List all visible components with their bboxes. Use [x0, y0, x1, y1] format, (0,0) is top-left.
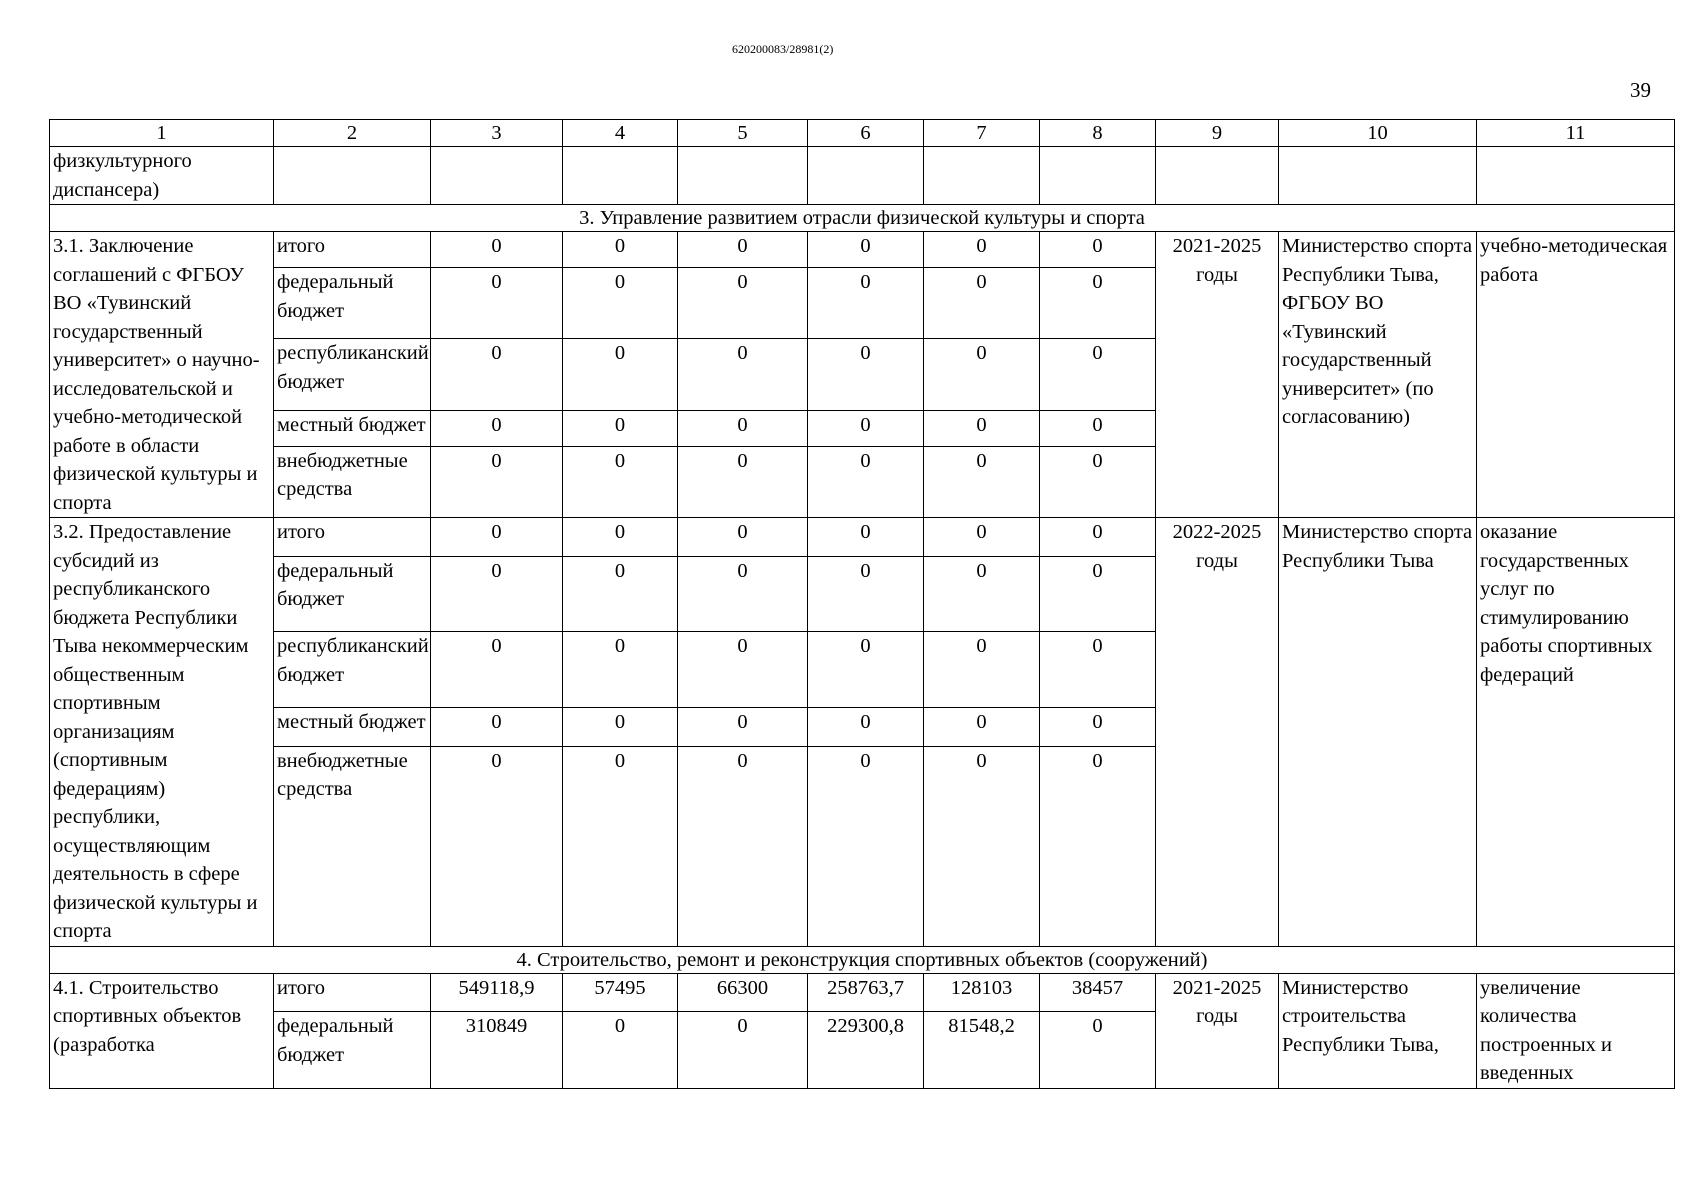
value-cell: 0	[678, 556, 808, 632]
value-cell: 0	[563, 232, 678, 268]
table-row	[50, 232, 1675, 268]
funding-source: внебюджетные средства	[274, 746, 431, 946]
table-cell	[274, 147, 431, 205]
table-cell	[563, 147, 678, 205]
value-cell: 0	[563, 410, 678, 446]
value-cell: 0	[431, 410, 563, 446]
value-cell: 0	[924, 410, 1040, 446]
value-cell: 0	[1040, 339, 1156, 410]
value-cell: 0	[678, 746, 808, 946]
item-3-2-executor: Министерство спорта Республики Тыва	[1279, 518, 1477, 947]
column-number: 3	[431, 120, 563, 147]
value-cell: 0	[1040, 707, 1156, 746]
value-cell: 0	[678, 1012, 808, 1088]
value-cell: 0	[808, 339, 924, 410]
value-cell: 229300,8	[808, 1012, 924, 1088]
column-number: 5	[678, 120, 808, 147]
value-cell: 0	[431, 232, 563, 268]
column-number: 8	[1040, 120, 1156, 147]
funding-source: федеральный бюджет	[274, 1012, 431, 1088]
value-cell: 0	[1040, 518, 1156, 557]
item-3-1-result: учебно-методическая работа	[1477, 232, 1675, 518]
value-cell: 0	[431, 518, 563, 557]
value-cell: 0	[1040, 1012, 1156, 1088]
item-3-2-result: оказание государственных услуг по стимулированию работы спортивных федераций	[1477, 518, 1675, 947]
table-row	[50, 518, 1675, 557]
value-cell: 0	[808, 632, 924, 708]
section-header-row	[50, 946, 1675, 973]
funding-source: федеральный бюджет	[274, 268, 431, 339]
value-cell: 0	[924, 746, 1040, 946]
column-number: 4	[563, 120, 678, 147]
value-cell: 0	[563, 556, 678, 632]
value-cell: 128103	[924, 973, 1040, 1012]
value-cell: 38457	[1040, 973, 1156, 1012]
value-cell: 0	[808, 707, 924, 746]
value-cell: 0	[563, 707, 678, 746]
funding-source: итого	[274, 973, 431, 1012]
item-4-1-executor: Министерство строительства Республики Тыва,	[1279, 973, 1477, 1088]
value-cell: 0	[1040, 556, 1156, 632]
value-cell: 0	[563, 746, 678, 946]
value-cell: 0	[924, 707, 1040, 746]
column-number: 6	[808, 120, 924, 147]
section-header-row	[50, 205, 1675, 232]
value-cell: 0	[431, 339, 563, 410]
value-cell: 0	[808, 746, 924, 946]
column-number-row	[50, 120, 1675, 147]
value-cell: 81548,2	[924, 1012, 1040, 1088]
value-cell: 0	[563, 632, 678, 708]
column-number: 1	[50, 120, 274, 147]
item-3-1-executor: Министерство спорта Республики Тыва, ФГБОУ ВО «Тувинский государственный университет» (по согласованию)	[1279, 232, 1477, 518]
section-4-title: 4. Строительство, ремонт и реконструкция спортивных объектов (сооружений)	[50, 946, 1675, 973]
value-cell: 0	[808, 232, 924, 268]
table-cell	[678, 147, 808, 205]
table-cell	[808, 147, 924, 205]
value-cell: 310849	[431, 1012, 563, 1088]
value-cell: 0	[678, 232, 808, 268]
item-3-1-period: 2021-2025 годы	[1156, 232, 1279, 518]
funding-source: местный бюджет	[274, 410, 431, 446]
funding-source: итого	[274, 232, 431, 268]
funding-source: внебюджетные средства	[274, 446, 431, 517]
item-3-2-name: 3.2. Предоставление субсидий из республиканского бюджета Республики Тыва некоммерческим общественным спортивным организациям (спортивным федерациям) республики, осуществляющим деятельность в сфере физической культуры и спорта	[50, 518, 274, 947]
value-cell: 0	[924, 339, 1040, 410]
value-cell: 258763,7	[808, 973, 924, 1012]
item-4-1-period: 2021-2025 годы	[1156, 973, 1279, 1088]
value-cell: 57495	[563, 973, 678, 1012]
value-cell: 0	[1040, 446, 1156, 517]
column-number: 2	[274, 120, 431, 147]
table-row	[50, 973, 1675, 1012]
value-cell: 0	[1040, 232, 1156, 268]
section-3-title: 3. Управление развитием отрасли физической культуры и спорта	[50, 205, 1675, 232]
value-cell: 0	[431, 268, 563, 339]
continuation-row	[50, 147, 1675, 205]
value-cell: 0	[678, 632, 808, 708]
table-cell	[1040, 147, 1156, 205]
value-cell: 0	[924, 518, 1040, 557]
value-cell: 0	[563, 268, 678, 339]
column-number: 7	[924, 120, 1040, 147]
funding-source: местный бюджет	[274, 707, 431, 746]
value-cell: 0	[1040, 268, 1156, 339]
column-number: 10	[1279, 120, 1477, 147]
value-cell: 0	[431, 632, 563, 708]
value-cell: 0	[808, 518, 924, 557]
value-cell: 0	[1040, 410, 1156, 446]
table-cell	[1477, 147, 1675, 205]
value-cell: 0	[431, 707, 563, 746]
funding-source: республиканский бюджет	[274, 339, 431, 410]
value-cell: 66300	[678, 973, 808, 1012]
value-cell: 0	[678, 339, 808, 410]
value-cell: 0	[563, 1012, 678, 1088]
funding-source: федеральный бюджет	[274, 556, 431, 632]
value-cell: 0	[678, 268, 808, 339]
item-3-1-name: 3.1. Заключение соглашений с ФГБОУ ВО «Тувинский государственный университет» о научно-исследовательской и учебно-методической работе в области физической культуры и спорта	[50, 232, 274, 518]
value-cell: 0	[924, 556, 1040, 632]
value-cell: 0	[924, 268, 1040, 339]
value-cell: 0	[808, 410, 924, 446]
value-cell: 0	[808, 446, 924, 517]
document-code: 620200083/28981(2)	[732, 42, 834, 56]
column-number: 9	[1156, 120, 1279, 147]
value-cell: 0	[924, 446, 1040, 517]
value-cell: 0	[678, 410, 808, 446]
value-cell: 0	[431, 746, 563, 946]
value-cell: 0	[1040, 632, 1156, 708]
table-cell	[1156, 147, 1279, 205]
value-cell: 0	[808, 556, 924, 632]
table-cell	[431, 147, 563, 205]
value-cell: 0	[678, 446, 808, 517]
value-cell: 0	[924, 632, 1040, 708]
column-number: 11	[1477, 120, 1675, 147]
table-cell	[1279, 147, 1477, 205]
funding-source: итого	[274, 518, 431, 557]
program-table	[49, 119, 1675, 1089]
item-3-2-period: 2022-2025 годы	[1156, 518, 1279, 947]
value-cell: 0	[808, 268, 924, 339]
value-cell: 0	[563, 518, 678, 557]
funding-source: республиканский бюджет	[274, 632, 431, 708]
page-number: 39	[1630, 78, 1651, 102]
value-cell: 0	[431, 556, 563, 632]
value-cell: 0	[563, 339, 678, 410]
item-4-1-result: увеличение количества построенных и введенных	[1477, 973, 1675, 1088]
value-cell: 0	[1040, 746, 1156, 946]
value-cell: 0	[678, 518, 808, 557]
value-cell: 0	[563, 446, 678, 517]
value-cell: 0	[431, 446, 563, 517]
item-4-1-name: 4.1. Строительство спортивных объектов (разработка	[50, 973, 274, 1088]
value-cell: 549118,9	[431, 973, 563, 1012]
table-cell	[924, 147, 1040, 205]
value-cell: 0	[678, 707, 808, 746]
value-cell: 0	[924, 232, 1040, 268]
continuation-name: физкультурного диспансера)	[50, 147, 274, 205]
